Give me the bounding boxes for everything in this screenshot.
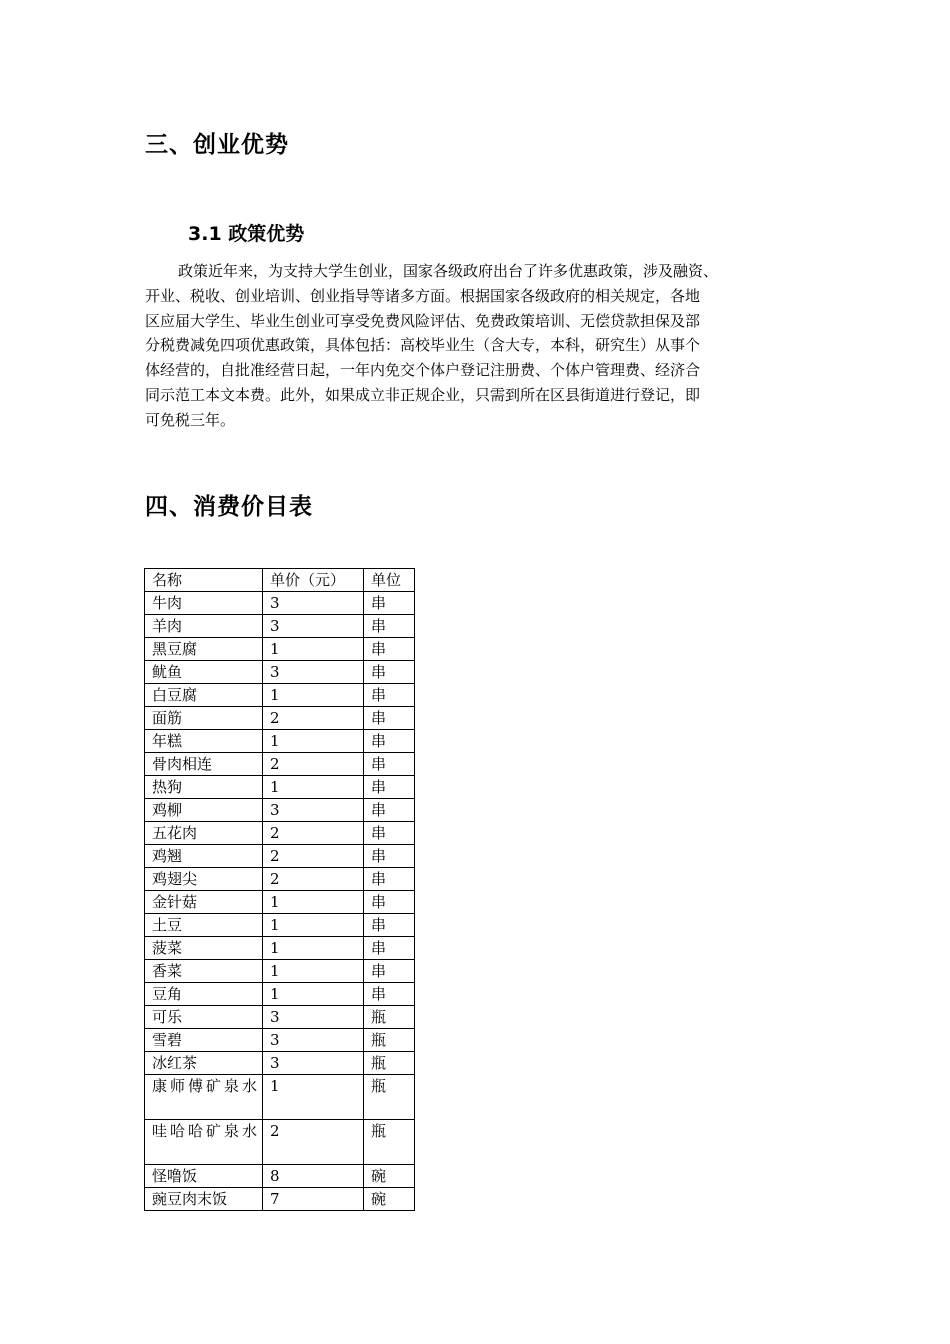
item-unit-cell: 瓶 [364, 1006, 415, 1029]
item-price-cell: 1 [263, 937, 364, 960]
item-unit-cell: 碗 [364, 1188, 415, 1211]
paragraph-line: 可免税三年。 [145, 410, 236, 429]
table-row [145, 592, 415, 615]
section-heading-price-list: 四、消费价目表 [145, 494, 313, 520]
item-price-cell: 2 [263, 845, 364, 868]
paragraph-line: 区应届大学生、毕业生创业可享受免费风险评估、免费政策培训、无偿贷款担保及部 [145, 311, 701, 330]
policy-paragraph [145, 259, 807, 433]
item-name-cell: 骨肉相连 [145, 753, 263, 776]
item-name-cell: 五花肉 [145, 822, 263, 845]
item-price-cell: 1 [263, 914, 364, 937]
item-unit-cell: 瓶 [364, 1052, 415, 1075]
item-price-cell: 1 [263, 960, 364, 983]
item-price-cell: 3 [263, 615, 364, 638]
paragraph-line: 同示范工本文本费。此外，如果成立非正规企业，只需到所在区县街道进行登记，即 [145, 385, 701, 404]
item-price-cell: 1 [263, 891, 364, 914]
item-name-cell: 可乐 [145, 1006, 263, 1029]
table-row [145, 822, 415, 845]
item-name-cell: 鸡柳 [145, 799, 263, 822]
paragraph-line: 分税费减免四项优惠政策，具体包括：高校毕业生（含大专，本科，研究生）从事个 [145, 336, 701, 355]
table-row [145, 1052, 415, 1075]
item-name-cell: 哇哈哈矿泉水 [145, 1120, 263, 1165]
item-unit-cell: 串 [364, 914, 415, 937]
item-unit-cell: 串 [364, 615, 415, 638]
table-row [145, 661, 415, 684]
item-price-cell: 1 [263, 638, 364, 661]
table-row [145, 1006, 415, 1029]
table-row [145, 638, 415, 661]
item-name-cell: 牛肉 [145, 592, 263, 615]
item-name-cell: 热狗 [145, 776, 263, 799]
item-unit-cell: 串 [364, 799, 415, 822]
item-unit-cell: 瓶 [364, 1075, 415, 1120]
item-unit-cell: 瓶 [364, 1120, 415, 1165]
item-price-cell: 1 [263, 983, 364, 1006]
item-name-cell: 豌豆肉末饭 [145, 1188, 263, 1211]
item-price-cell: 8 [263, 1165, 364, 1188]
item-name-cell: 黑豆腐 [145, 638, 263, 661]
table-row [145, 730, 415, 753]
item-price-cell: 3 [263, 1006, 364, 1029]
item-name-cell: 菠菜 [145, 937, 263, 960]
item-price-cell: 2 [263, 868, 364, 891]
item-price-cell: 1 [263, 730, 364, 753]
item-name-cell: 鸡翅尖 [145, 868, 263, 891]
item-unit-cell: 串 [364, 960, 415, 983]
table-row [145, 684, 415, 707]
table-row [145, 1188, 415, 1211]
item-name-cell: 鸡翘 [145, 845, 263, 868]
item-unit-cell: 串 [364, 845, 415, 868]
item-price-cell: 2 [263, 1120, 364, 1165]
table-row [145, 914, 415, 937]
item-name-cell: 雪碧 [145, 1029, 263, 1052]
table-row [145, 868, 415, 891]
item-price-cell: 3 [263, 1029, 364, 1052]
paragraph-line: 体经营的，自批准经营日起，一年内免交个体户登记注册费、个体户管理费、经济合 [145, 361, 701, 380]
item-price-cell: 2 [263, 822, 364, 845]
item-unit-cell: 串 [364, 937, 415, 960]
item-name-cell: 康师傅矿泉水 [145, 1075, 263, 1120]
table-row [145, 1029, 415, 1052]
table-row [145, 891, 415, 914]
item-name-cell: 羊肉 [145, 615, 263, 638]
item-name-cell: 豆角 [145, 983, 263, 1006]
paragraph-line: 开业、税收、创业培训、创业指导等诸多方面。根据国家各级政府的相关规定，各地 [145, 286, 701, 305]
item-unit-cell: 串 [364, 730, 415, 753]
item-name-cell: 冰红茶 [145, 1052, 263, 1075]
item-price-cell: 2 [263, 707, 364, 730]
table-row [145, 615, 415, 638]
item-unit-cell: 串 [364, 592, 415, 615]
item-unit-cell: 瓶 [364, 1029, 415, 1052]
item-price-cell: 3 [263, 799, 364, 822]
table-row [145, 1120, 415, 1165]
table-row [145, 845, 415, 868]
item-unit-cell: 串 [364, 983, 415, 1006]
item-unit-cell: 串 [364, 868, 415, 891]
item-price-cell: 3 [263, 661, 364, 684]
item-price-cell: 3 [263, 592, 364, 615]
item-name-cell: 鱿鱼 [145, 661, 263, 684]
paragraph-line: 政策近年来，为支持大学生创业，国家各级政府出台了许多优惠政策，涉及融资、 [178, 262, 719, 280]
item-name-cell: 金针菇 [145, 891, 263, 914]
item-name-cell: 年糕 [145, 730, 263, 753]
item-name-cell: 香菜 [145, 960, 263, 983]
item-unit-cell: 串 [364, 684, 415, 707]
table-row [145, 799, 415, 822]
item-unit-cell: 串 [364, 638, 415, 661]
item-unit-cell: 串 [364, 707, 415, 730]
item-price-cell: 3 [263, 1052, 364, 1075]
section-heading-advantages: 三、创业优势 [145, 132, 289, 158]
price-table [144, 568, 415, 1211]
item-name-cell: 面筋 [145, 707, 263, 730]
table-row [145, 937, 415, 960]
table-row [145, 753, 415, 776]
item-name-cell: 怪噜饭 [145, 1165, 263, 1188]
item-price-cell: 1 [263, 684, 364, 707]
item-unit-cell: 碗 [364, 1165, 415, 1188]
item-unit-cell: 串 [364, 661, 415, 684]
header-unit: 单位 [364, 569, 415, 592]
item-unit-cell: 串 [364, 753, 415, 776]
item-price-cell: 2 [263, 753, 364, 776]
item-unit-cell: 串 [364, 776, 415, 799]
table-row [145, 1165, 415, 1188]
subsection-heading-policy: 3.1 政策优势 [188, 223, 305, 245]
item-price-cell: 1 [263, 1075, 364, 1120]
table-row [145, 776, 415, 799]
header-price: 单价（元） [263, 569, 364, 592]
item-name-cell: 土豆 [145, 914, 263, 937]
table-row [145, 960, 415, 983]
item-price-cell: 1 [263, 776, 364, 799]
item-unit-cell: 串 [364, 891, 415, 914]
table-header-row [145, 569, 415, 592]
item-unit-cell: 串 [364, 822, 415, 845]
table-row [145, 983, 415, 1006]
item-name-cell: 白豆腐 [145, 684, 263, 707]
table-row [145, 1075, 415, 1120]
header-name: 名称 [145, 569, 263, 592]
table-row [145, 707, 415, 730]
item-price-cell: 7 [263, 1188, 364, 1211]
